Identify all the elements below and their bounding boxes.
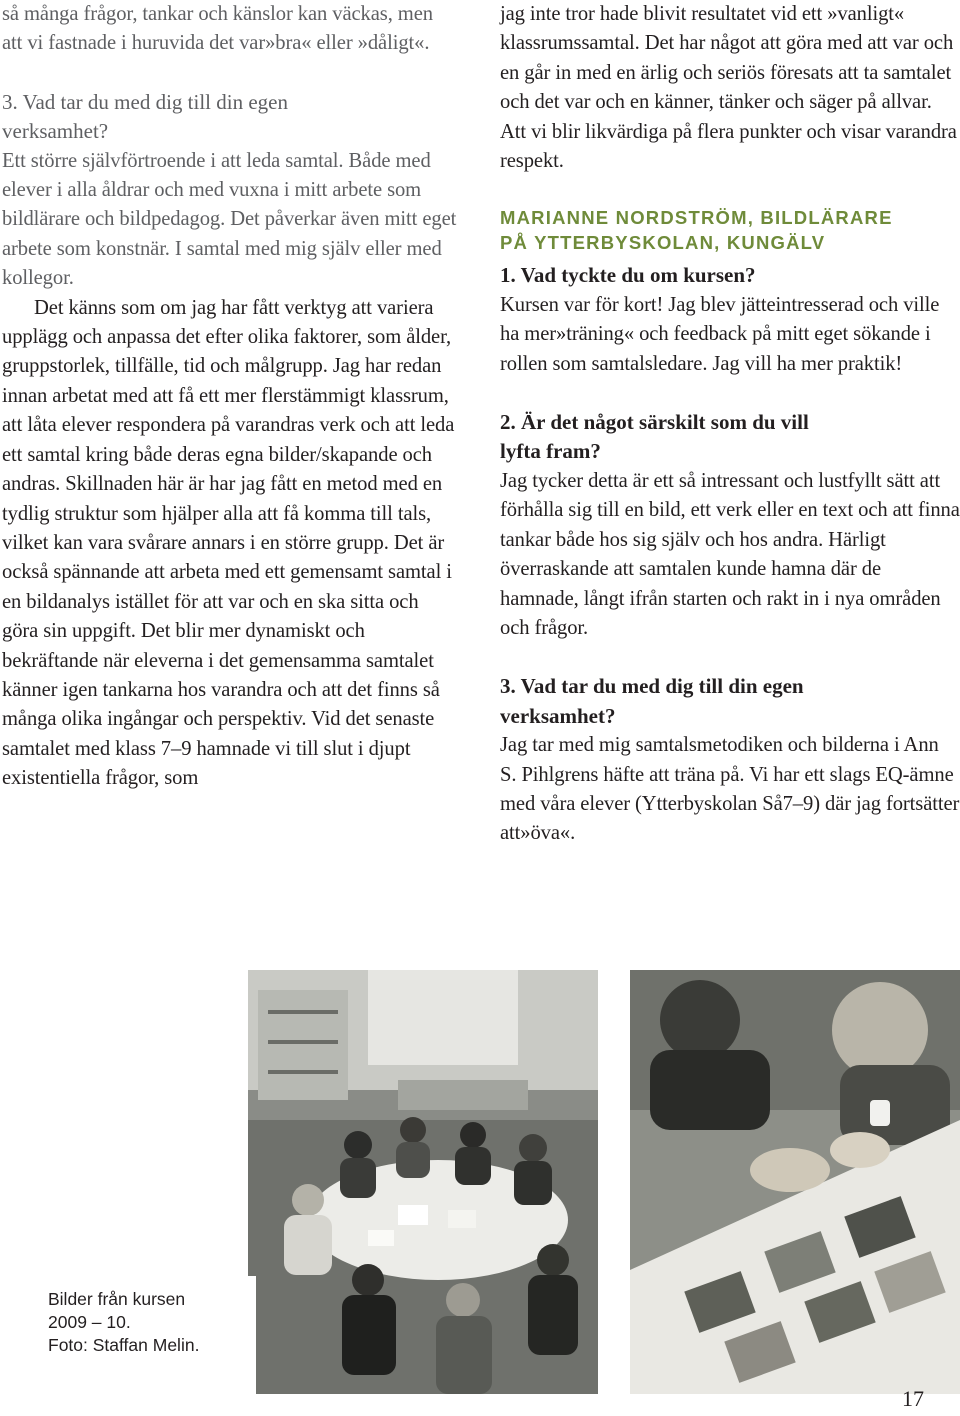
question-2-title-line1: 2. Är det något särskilt som du vill xyxy=(500,410,809,435)
spacer xyxy=(2,59,458,88)
caption-line-3: Foto: Staffan Melin. xyxy=(48,1335,200,1355)
intro-paragraph: så många frågor, tankar och känslor kan väckas, men att vi fastnade i huruvida det var»bra« eller »dåligt«. xyxy=(2,3,433,55)
picture-analysis-photo xyxy=(630,970,960,1394)
group-discussion-photo xyxy=(248,970,598,1394)
section-heading-line2: PÅ YTTERBYSKOLAN, KUNGÄLV xyxy=(500,232,826,254)
spacer xyxy=(500,176,960,205)
left-column xyxy=(2,0,458,794)
section-heading-line1: MARIANNE NORDSTRÖM, BILDLÄRARE xyxy=(500,207,893,229)
question-3-title-line2: verksamhet? xyxy=(2,119,109,144)
continuation-paragraph: jag inte tror hade blivit resultatet vid ett »vanligt« klassrumssamtal. Det har något att göra med att var och en går in med en ärlig och seriös föresats att ta samtalet och det var och en känner, tänker och säger på allvar. Att vi blir likvärdiga på flera punkter och visar varandra respekt. xyxy=(500,3,957,173)
caption-line-2: 2009 – 10. xyxy=(48,1312,131,1332)
question-2-title xyxy=(500,408,960,467)
question-3-right-title-line1: 3. Vad tar du med dig till din egen xyxy=(500,674,804,699)
question-3-right-title xyxy=(500,672,960,731)
question-3-title xyxy=(2,88,458,147)
answer-2-paragraph: Jag tycker detta är ett så intressant och lustfyllt sätt att förhålla sig till en bild, ett verk eller en text och att finna tankar både hos sig själv och hos andra. Härligt överraskande att samtalen kunde hamna där de hamnade, långt ifrån starten och rakt in i nya områden och frågor. xyxy=(500,469,960,639)
right-column xyxy=(500,0,960,849)
page-number: 17 xyxy=(902,1386,924,1411)
answer-3-right-paragraph: Jag tar med mig samtalsmetodiken och bilderna i Ann S. Pihlgrens häfte att träna på. Vi har ett slags EQ-ämne med våra elever (Ytterbyskolan Så7–9) där jag fortsätter att»öva«. xyxy=(500,734,960,845)
answer-3-body-paragraph: Det känns som om jag har fått verktyg att variera upplägg och anpassa det efter olika faktorer, som ålder, gruppstorlek, tillfälle, tid och målgrupp. Jag har redan innan arbetat med att få ett mer flerstämmigt klassrum, att låta elever respondera på varandras verk och att leda ett samtal kring både deras egna bilder/skapande och andras. Skillnaden här är har jag fått en metod med en tydlig struktur som hjälper alla att få komma till tals, vilket kan vara svårare annars i en större grupp. Det är också spännande att arbeta med ett gemensamt samtal i en bildanalys istället för att var och en ska sitta och göra sin uppgift. Det blir mer dynamiskt och bekräftande när eleverna i det gemensamma samtalet känner igen tankarna hos varandra och att det finns så många olika ingångar och perspektiv. Vid det senaste samtalet med klass 7–9 hamnade vi till slut i djupt existentiella frågor, som xyxy=(2,296,455,790)
answer-3-gray-paragraph: Ett större självförtroende i att leda samtal. Både med elever i alla åldrar och med vuxna i mitt arbete som bildlärare och bildpedagog. Det påverkar även mitt eget arbete som konstnär. I samtal med mig själv eller med kollegor. xyxy=(2,149,457,290)
group-discussion-illustration xyxy=(248,970,598,1394)
question-3-right-title-line2: verksamhet? xyxy=(500,703,616,728)
section-heading xyxy=(500,205,960,255)
question-3-title-line1: 3. Vad tar du med dig till din egen xyxy=(2,89,288,114)
picture-analysis-illustration xyxy=(630,970,960,1394)
caption-line-1: Bilder från kursen xyxy=(48,1289,186,1309)
answer-1-paragraph: Kursen var för kort! Jag blev jätteintresserad och ville ha mer»träning« och feedback på mitt eget sökande i rollen som samtalsledare. Jag vill ha mer praktik! xyxy=(500,293,940,375)
question-2-title-line2: lyfta fram? xyxy=(500,439,601,464)
spacer xyxy=(500,379,960,408)
photo-caption xyxy=(48,1288,248,1357)
question-1-title: 1. Vad tyckte du om kursen? xyxy=(500,263,756,288)
spacer xyxy=(500,643,960,672)
